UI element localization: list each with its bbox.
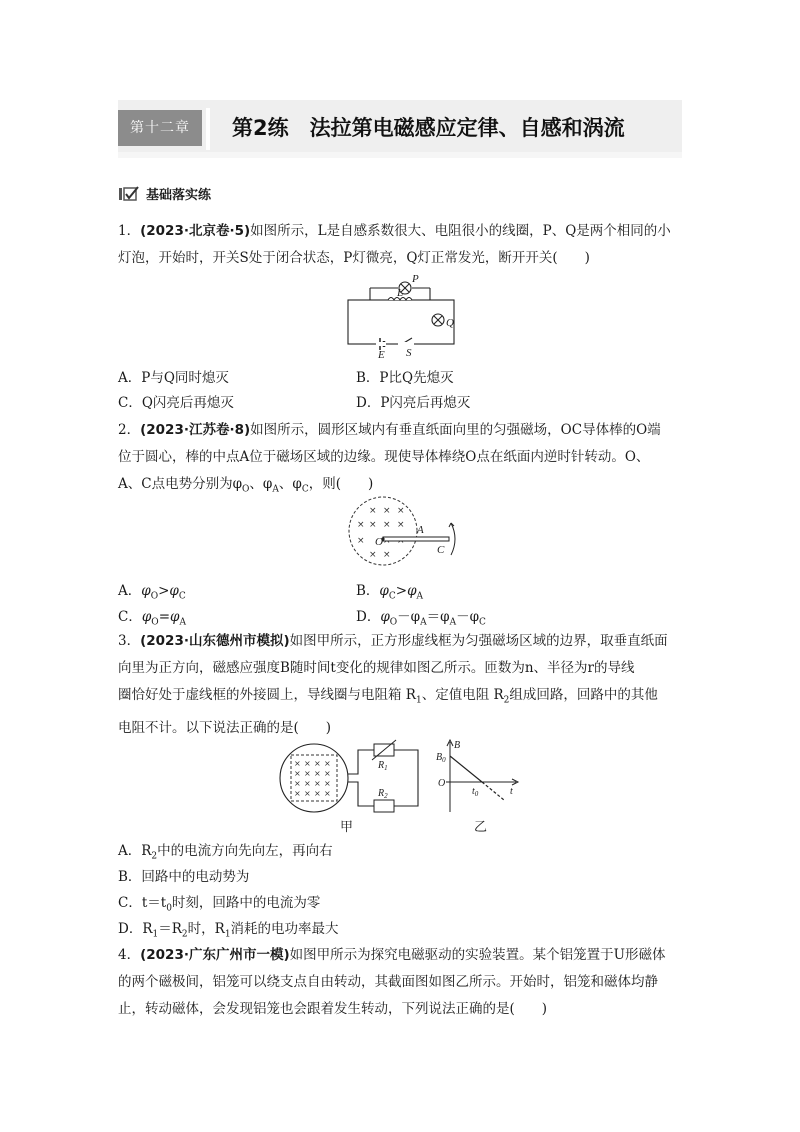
q1-label-s: S (406, 347, 412, 358)
svg-text:×: × (294, 779, 301, 788)
q2-option-c: C．$\varphi_O=\varphi_A$ (118, 609, 186, 628)
chapter-separator (206, 108, 210, 150)
svg-text:×: × (314, 779, 321, 788)
svg-text:×: × (314, 769, 321, 778)
svg-text:×: × (324, 779, 331, 788)
q3-figure-yi (436, 736, 526, 816)
svg-text:R1: $R_1$ (378, 760, 388, 772)
q1-option-d: D．P闪亮后再熄灭 (356, 395, 471, 411)
q3-option-b: B．回路中的电动势为 (118, 869, 250, 885)
q2-option-d: D．$\varphi_O-\varphi_A=\varphi_A-\varphi_C$ (356, 609, 486, 628)
chapter-header-shadow (118, 152, 682, 158)
svg-text:×: × (304, 759, 311, 768)
svg-text:×: × (383, 550, 391, 560)
q1-option-a: A．P与Q同时熄灭 (118, 370, 229, 386)
svg-text:×: × (304, 769, 311, 778)
q1-label-e: E (378, 349, 385, 358)
q1-option-c: C．Q闪亮后再熄灭 (118, 395, 234, 411)
q1-label-l: L (397, 287, 404, 299)
q3-option-a: A．$R_2$中的电流方向先向左，再向右 (118, 843, 333, 862)
q2-label-c: C (437, 544, 445, 556)
svg-text:×: × (369, 506, 377, 516)
section-title: 基础落实练 (146, 188, 212, 203)
q3-caption-yi: 乙 (474, 820, 488, 835)
checkmark-icon (118, 186, 140, 202)
svg-text:×: × (304, 779, 311, 788)
svg-text:×: × (294, 789, 301, 798)
svg-text:×: × (324, 789, 331, 798)
svg-text:×: × (357, 520, 365, 530)
question-2: 2．(2023·江苏卷·8)如图所示，圆形区域内有垂直纸面向里的匀强磁场，OC导体棒的O端 位于圆心，棒的中点A位于磁场区域的边缘。现使导体棒绕O点在纸面内逆时针转动。O、 A、C点电势分别为$\varphi_O$、$\varphi_A$、$\varphi_C$，则( ) (118, 422, 661, 495)
svg-text:×: × (383, 520, 391, 530)
svg-text:B: B (454, 740, 461, 751)
question-3: 3．(2023·山东德州市模拟)如图甲所示，正方形虚线框为匀强磁场区域的边界，取垂直纸面 向里为正方向，磁感应强度B随时间t变化的规律如图乙所示。匝数为n、半径为r的导线 圈恰好处于虚线框的外接圆上，导线圈与电阻箱 $R_1$、定值电阻 $R_2$组成回路，回路中的其他 电阻不计。以下说法正确的是( ) (118, 633, 668, 736)
q3-caption-jia: 甲 (340, 820, 354, 835)
q1-circuit-figure (340, 268, 470, 358)
svg-text:×: × (383, 506, 391, 516)
svg-text:×: × (369, 550, 377, 560)
svg-text:×: × (369, 520, 377, 530)
section-heading (118, 184, 211, 203)
svg-text:×: × (314, 789, 321, 798)
q2-field-figure (345, 493, 463, 569)
svg-text:×: × (294, 769, 301, 778)
svg-text:×: × (304, 789, 311, 798)
svg-text:t: t (510, 786, 513, 797)
chapter-tag: 第十二章 (118, 110, 202, 146)
svg-text:×: × (397, 506, 405, 516)
svg-text:×: × (324, 759, 331, 768)
svg-text:×: × (314, 759, 321, 768)
q2-label-a: A (417, 524, 424, 536)
q1-option-b: B．P比Q先熄灭 (356, 370, 454, 386)
svg-text:×: × (397, 520, 405, 530)
q3-figure-jia (278, 738, 428, 818)
svg-text:×: × (294, 759, 301, 768)
q2-option-a: A．$\varphi_O>\varphi_C$ (118, 583, 186, 602)
page-title: 第2练 法拉第电磁感应定律、自感和涡流 (232, 116, 625, 140)
svg-text:×: × (324, 769, 331, 778)
svg-text:×: × (357, 536, 365, 546)
q2-option-b: B．$\varphi_C>\varphi_A$ (356, 583, 424, 602)
q1-label-p: P (412, 273, 419, 285)
svg-text:B0: $B_0$ (436, 752, 446, 764)
svg-text:O: O (438, 778, 446, 789)
q1-label-q: Q (446, 317, 454, 329)
q3-option-c: C．$t=t_0$时刻，回路中的电流为零 (118, 895, 321, 914)
question-4: 4．(2023·广东广州市一模)如图甲所示为探究电磁驱动的实验装置。某个铝笼置于U形磁体 的两个磁极间，铝笼可以绕支点自由转动，其截面图如图乙所示。开始时，铝笼和磁体均静 止，转动磁体，会发现铝笼也会跟着发生转动，下列说法正确的是( ) (118, 947, 666, 1017)
q3-option-d: D．$R_1=R_2$时，$R_1$消耗的电功率最大 (118, 921, 339, 940)
q2-label-o: O (375, 536, 383, 548)
svg-text:R2: $R_2$ (378, 788, 388, 800)
svg-text:t0: $t_0$ (472, 786, 479, 798)
question-1: 1．(2023·北京卷·5)如图所示，L是自感系数很大、电阻很小的线圈，P、Q是两个相同的小 灯泡，开始时，开关S处于闭合状态，P灯微亮，Q灯正常发光，断开开关( ) (118, 223, 671, 266)
